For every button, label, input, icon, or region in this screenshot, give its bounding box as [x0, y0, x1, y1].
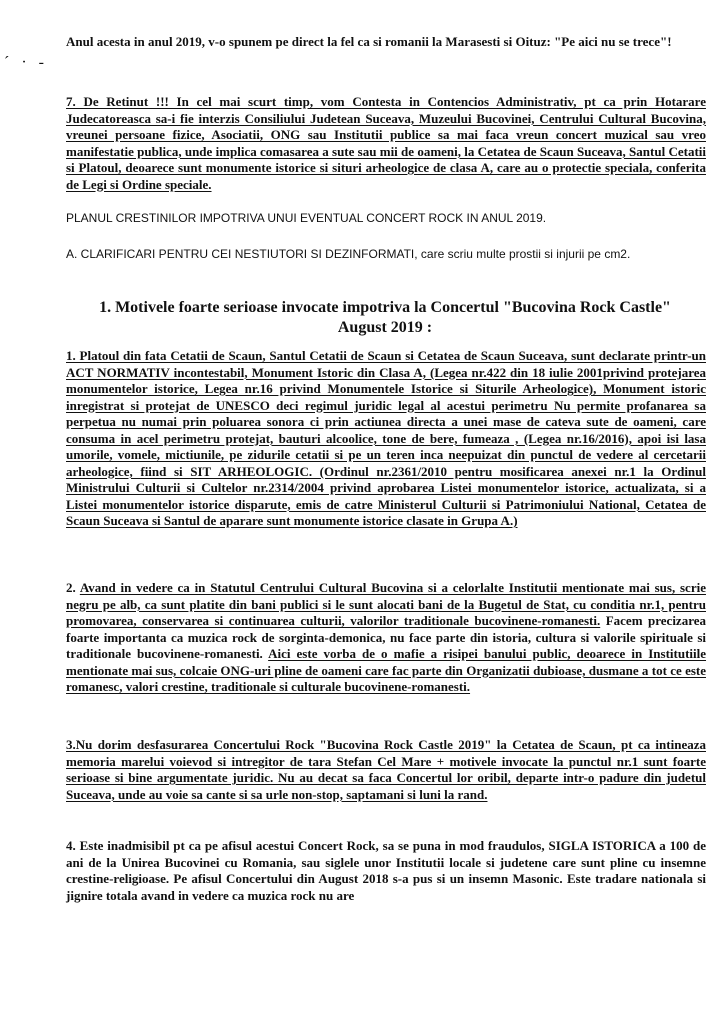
margin-mark: ·: [21, 54, 27, 71]
margin-mark: ´: [4, 54, 10, 71]
paragraph-3: 3.Nu dorim desfasurarea Concertului Rock "Bucovina Rock Castle 2019" la Cetatea de Scaun, pt ca intineaza memoria marelui voievod si intregitor de tara Stefan Cel Mare + motivele invocate la punctul nr.1 sunt foarte serioase si bine argumentate juridic. Nu au decat sa faca Concertul lor oribil, departe intr-o padure din judetul Suceava, unde au voie sa cante si sa urle non-stop, saptamani si luni la rand.: [66, 737, 706, 802]
paragraph-2-part-b: Facem precizarea foarte importanta ca muzica rock de sorginta-demonica, nu face parte din istoria, cultura si valorile spirituale si traditionale bucovinene-romanesti.: [66, 613, 707, 661]
paragraph-2-number: 2.: [66, 580, 80, 595]
paragraph-2-part-a: Avand in vedere ca in Statutul Centrului Cultural Bucovina si a celorlalte Institutii mentionate mai sus, scrie negru pe alb, ca sunt platite din bani publici si le sunt alocati bani de la Bugetul de Stat, cu conditia nr.1, pentru promovarea, conservarea si continuarea culturii, valorilor traditionale bucovinene-romanesti.: [66, 580, 706, 628]
clarification-line: A. CLARIFICARI PENTRU CEI NESTIUTORI SI DEZINFORMATI, care scriu multe prostii si injurii pe cm2.: [66, 247, 631, 261]
point-7-paragraph: 7. De Retinut !!! In cel mai scurt timp, vom Contesta in Contencios Administrativ, pt ca prin Hotarare Judecatoreasca sa-i fie interzis Consiliului Judetean Suceava, Muzeului Bucovinei, Centrului Cultural Bucovina, vreunei persoane fizice, Asociatii, ONG sau Institutii publice sa mai faca vreun concert muzical sau vreo manifestatie publica, unde implica comasarea a sute sau mii de oameni, la Cetatea de Scaun Suceava, Santul Cetatii si Platoul, deoarece sunt monumente istorice si situri arheologice de clasa A, care au o protectie speciala, conferita de Legi si Ordine speciale.: [66, 94, 706, 192]
paragraph-1: 1. Platoul din fata Cetatii de Scaun, Santul Cetatii de Scaun si Cetatea de Scaun Suceava, sunt declarate printr-un ACT NORMATIV incontestabil, Monument Istoric din Clasa A, (Legea nr.422 din 18 iulie 2001privind protejarea monumentelor istorice, Legea nr.16 privind Monumentele Istorice si Siturile Arheologice), Monument istoric inregistrat si protejat de UNESCO deci regimul juridic legal al acestui perimetru Nu permite profanarea sa perpetua nu numai prin poluarea sonora ci prin actiunea directa a unei mase de cateva sute de oameni, care consuma in acel perimetru protejat, bauturi alcoolice, tone de bere, fumeaza , (Legea nr.16/2016), apoi isi lasa umorile, vomele, mictiunile, pe zidurile cetatii si pe un teren inca neepuizat din punctul de vedere al cercetarii arheologice, fiind si SIT ARHEOLOGIC. (Ordinul nr.2361/2010 pentru mosificarea anexei nr.1 la Ordinul Ministrului Culturii si Cultelor nr.2314/2004 privind aprobarea Listei monumentelor istorice, actualizata, si a Listei monumentelor istorice disparute, emis de catre Ministerul Culturii si Patrimoniului National, Cetatea de Scaun Suceava si Santul de aparare sunt monumente istorice clasate in Grupa A.): [66, 348, 706, 528]
intro-paragraph: Anul acesta in anul 2019, v-o spunem pe direct la fel ca si romanii la Marasesti si Oituz: "Pe aici nu se trece"!: [66, 34, 672, 49]
paragraph-2: [66, 580, 706, 696]
margin-scan-marks: [4, 54, 54, 74]
plan-title: PLANUL CRESTINILOR IMPOTRIVA UNUI EVENTUAL CONCERT ROCK IN ANUL 2019.: [66, 211, 547, 225]
margin-mark: -: [38, 54, 44, 71]
paragraph-4: 4. Este inadmisibil pt ca pe afisul acestui Concert Rock, sa se puna in mod fraudulos, SIGLA ISTORICA a 100 de ani de la Unirea Bucovinei cu Romania, sau siglele unor Institutii locale si judetene care sunt pline cu insemne crestine-religioase. Pe afisul Concertului din August 2018 s-a pus si un insemn Masonic. Este tradare nationala si jignire totala avand in vedere ca muzica rock nu are: [66, 838, 706, 903]
paragraph-2-part-c: Aici este vorba de o mafie a risipei banului public, deoarece in Institutiile mentionate mai sus, colcaie ONG-uri pline de oameni care fac parte din Organizatii dubioase, dusmane a tot ce este romanesc, valori crestine, traditionale si culturale bucovinene-romanesti.: [66, 646, 707, 694]
section-heading: 1. Motivele foarte serioase invocate impotriva la Concertul "Bucovina Rock Castle" August 2019 :: [99, 299, 671, 336]
